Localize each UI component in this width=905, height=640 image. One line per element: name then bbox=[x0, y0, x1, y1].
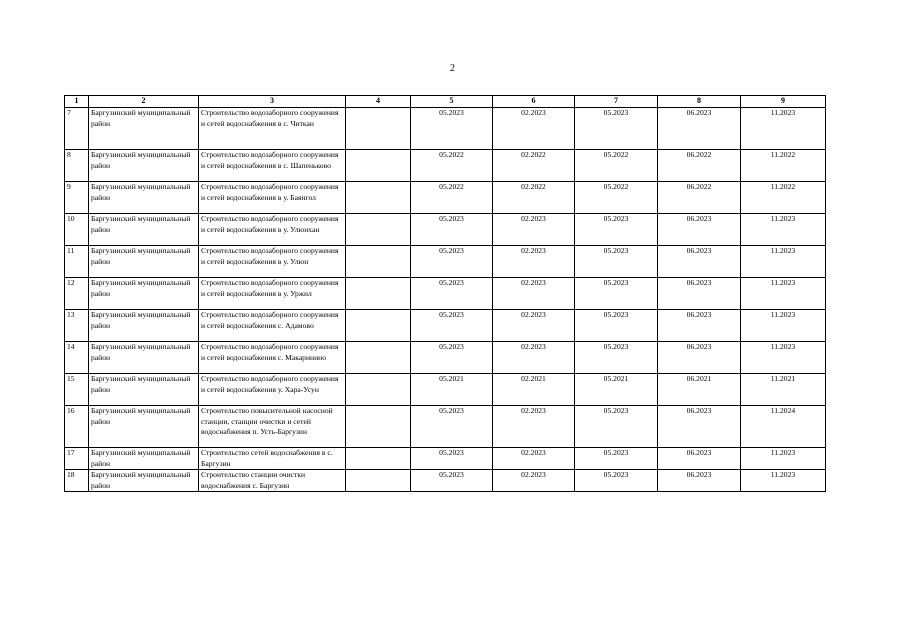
district-cell: Баргузинский муниципальный район bbox=[89, 150, 199, 182]
col7-cell: 05.2022 bbox=[575, 150, 658, 182]
col9-cell: 11.2023 bbox=[741, 342, 826, 374]
district-cell: Баргузинский муниципальный район bbox=[89, 374, 199, 406]
district-cell: Баргузинский муниципальный район bbox=[89, 342, 199, 374]
row-number: 17 bbox=[65, 448, 89, 470]
col9-cell: 11.2022 bbox=[741, 182, 826, 214]
column-header: 5 bbox=[411, 96, 493, 108]
col5-cell: 05.2023 bbox=[411, 214, 493, 246]
table-row bbox=[65, 374, 826, 406]
col8-cell: 06.2022 bbox=[658, 182, 741, 214]
col5-cell: 05.2023 bbox=[411, 406, 493, 448]
column-header: 4 bbox=[346, 96, 411, 108]
row-number: 15 bbox=[65, 374, 89, 406]
col8-cell: 06.2023 bbox=[658, 278, 741, 310]
col5-cell: 05.2021 bbox=[411, 374, 493, 406]
col5-cell: 05.2023 bbox=[411, 278, 493, 310]
col6-cell: 02.2021 bbox=[493, 374, 575, 406]
row-number: 13 bbox=[65, 310, 89, 342]
col8-cell: 06.2023 bbox=[658, 406, 741, 448]
object-cell: Строительство повысительной насосной станции, станции очистки и сетей водоснабжения п. Усть-Баргузин bbox=[199, 406, 346, 448]
col5-cell: 05.2022 bbox=[411, 182, 493, 214]
col4-cell bbox=[346, 214, 411, 246]
row-number: 12 bbox=[65, 278, 89, 310]
table-row bbox=[65, 448, 826, 470]
column-header: 1 bbox=[65, 96, 89, 108]
col5-cell: 05.2023 bbox=[411, 448, 493, 470]
object-cell: Строительство водозаборного сооружения и сетей водоснабжения в с. Читкан bbox=[199, 108, 346, 150]
col4-cell bbox=[346, 246, 411, 278]
col6-cell: 02.2023 bbox=[493, 214, 575, 246]
object-cell: Строительство водозаборного сооружения и сетей водоснабжения в с. Шапеньково bbox=[199, 150, 346, 182]
col5-cell: 05.2023 bbox=[411, 310, 493, 342]
column-header: 9 bbox=[741, 96, 826, 108]
col7-cell: 05.2023 bbox=[575, 310, 658, 342]
col8-cell: 06.2021 bbox=[658, 374, 741, 406]
col9-cell: 11.2023 bbox=[741, 278, 826, 310]
col4-cell bbox=[346, 278, 411, 310]
table-row bbox=[65, 406, 826, 448]
table-row bbox=[65, 214, 826, 246]
district-cell: Баргузинский муниципальный район bbox=[89, 182, 199, 214]
col4-cell bbox=[346, 406, 411, 448]
column-header: 2 bbox=[89, 96, 199, 108]
col9-cell: 11.2023 bbox=[741, 310, 826, 342]
col8-cell: 06.2023 bbox=[658, 108, 741, 150]
district-cell: Баргузинский муниципальный район bbox=[89, 470, 199, 492]
col6-cell: 02.2022 bbox=[493, 182, 575, 214]
col4-cell bbox=[346, 310, 411, 342]
col4-cell bbox=[346, 448, 411, 470]
table-row bbox=[65, 278, 826, 310]
row-number: 16 bbox=[65, 406, 89, 448]
column-header: 8 bbox=[658, 96, 741, 108]
district-cell: Баргузинский муниципальный район bbox=[89, 310, 199, 342]
table-row bbox=[65, 342, 826, 374]
col6-cell: 02.2023 bbox=[493, 342, 575, 374]
district-cell: Баргузинский муниципальный район bbox=[89, 278, 199, 310]
col6-cell: 02.2022 bbox=[493, 150, 575, 182]
district-cell: Баргузинский муниципальный район bbox=[89, 214, 199, 246]
table-row bbox=[65, 108, 826, 150]
col8-cell: 06.2023 bbox=[658, 470, 741, 492]
col7-cell: 05.2023 bbox=[575, 278, 658, 310]
col5-cell: 05.2023 bbox=[411, 470, 493, 492]
col8-cell: 06.2023 bbox=[658, 448, 741, 470]
col8-cell: 06.2023 bbox=[658, 342, 741, 374]
col9-cell: 11.2023 bbox=[741, 246, 826, 278]
col9-cell: 11.2023 bbox=[741, 448, 826, 470]
schedule-table bbox=[64, 95, 826, 492]
col6-cell: 02.2023 bbox=[493, 448, 575, 470]
col5-cell: 05.2023 bbox=[411, 246, 493, 278]
col7-cell: 05.2023 bbox=[575, 406, 658, 448]
table-row bbox=[65, 470, 826, 492]
col5-cell: 05.2023 bbox=[411, 108, 493, 150]
row-number: 7 bbox=[65, 108, 89, 150]
col7-cell: 05.2023 bbox=[575, 214, 658, 246]
table-header-row bbox=[65, 96, 826, 108]
col8-cell: 06.2023 bbox=[658, 310, 741, 342]
row-number: 9 bbox=[65, 182, 89, 214]
district-cell: Баргузинский муниципальный район bbox=[89, 406, 199, 448]
col7-cell: 05.2021 bbox=[575, 374, 658, 406]
row-number: 14 bbox=[65, 342, 89, 374]
district-cell: Баргузинский муниципальный район bbox=[89, 108, 199, 150]
object-cell: Строительство водозаборного сооружения и сетей водоснабжения в у. Уржил bbox=[199, 278, 346, 310]
col4-cell bbox=[346, 108, 411, 150]
col9-cell: 11.2023 bbox=[741, 470, 826, 492]
col5-cell: 05.2023 bbox=[411, 342, 493, 374]
column-header: 7 bbox=[575, 96, 658, 108]
col8-cell: 06.2023 bbox=[658, 246, 741, 278]
object-cell: Строительство водозаборного сооружения и сетей водоснабжения с. Адамово bbox=[199, 310, 346, 342]
table-row bbox=[65, 182, 826, 214]
col4-cell bbox=[346, 374, 411, 406]
col4-cell bbox=[346, 470, 411, 492]
col5-cell: 05.2022 bbox=[411, 150, 493, 182]
col6-cell: 02.2023 bbox=[493, 108, 575, 150]
col7-cell: 05.2023 bbox=[575, 246, 658, 278]
col9-cell: 11.2022 bbox=[741, 150, 826, 182]
object-cell: Строительство станции очистки водоснабжения с. Баргузин bbox=[199, 470, 346, 492]
object-cell: Строительство водозаборного сооружения и сетей водоснабжения с. Макаринино bbox=[199, 342, 346, 374]
object-cell: Строительство водозаборного сооружения и сетей водоснабжения в у. Улюнхан bbox=[199, 214, 346, 246]
row-number: 8 bbox=[65, 150, 89, 182]
object-cell: Строительство водозаборного сооружения и сетей водоснабжения в у. Улюн bbox=[199, 246, 346, 278]
table-row bbox=[65, 150, 826, 182]
column-header: 3 bbox=[199, 96, 346, 108]
col8-cell: 06.2022 bbox=[658, 150, 741, 182]
col4-cell bbox=[346, 342, 411, 374]
district-cell: Баргузинский муниципальный район bbox=[89, 448, 199, 470]
col9-cell: 11.2024 bbox=[741, 406, 826, 448]
col7-cell: 05.2023 bbox=[575, 470, 658, 492]
page-number: 2 bbox=[450, 63, 455, 74]
row-number: 11 bbox=[65, 246, 89, 278]
col9-cell: 11.2021 bbox=[741, 374, 826, 406]
row-number: 10 bbox=[65, 214, 89, 246]
col6-cell: 02.2023 bbox=[493, 246, 575, 278]
object-cell: Строительство сетей водоснабжения в с. Баргузин bbox=[199, 448, 346, 470]
column-header: 6 bbox=[493, 96, 575, 108]
col4-cell bbox=[346, 182, 411, 214]
col4-cell bbox=[346, 150, 411, 182]
row-number: 18 bbox=[65, 470, 89, 492]
col6-cell: 02.2023 bbox=[493, 278, 575, 310]
col7-cell: 05.2023 bbox=[575, 448, 658, 470]
col7-cell: 05.2023 bbox=[575, 342, 658, 374]
col9-cell: 11.2023 bbox=[741, 214, 826, 246]
col8-cell: 06.2023 bbox=[658, 214, 741, 246]
col7-cell: 05.2023 bbox=[575, 108, 658, 150]
col6-cell: 02.2023 bbox=[493, 470, 575, 492]
col6-cell: 02.2023 bbox=[493, 310, 575, 342]
table-row bbox=[65, 246, 826, 278]
col9-cell: 11.2023 bbox=[741, 108, 826, 150]
col7-cell: 05.2022 bbox=[575, 182, 658, 214]
object-cell: Строительство водозаборного сооружения и сетей водоснабжения у. Хара-Усун bbox=[199, 374, 346, 406]
col6-cell: 02.2023 bbox=[493, 406, 575, 448]
table-row bbox=[65, 310, 826, 342]
district-cell: Баргузинский муниципальный район bbox=[89, 246, 199, 278]
object-cell: Строительство водозаборного сооружения и сетей водоснабжения в у. Баянгол bbox=[199, 182, 346, 214]
